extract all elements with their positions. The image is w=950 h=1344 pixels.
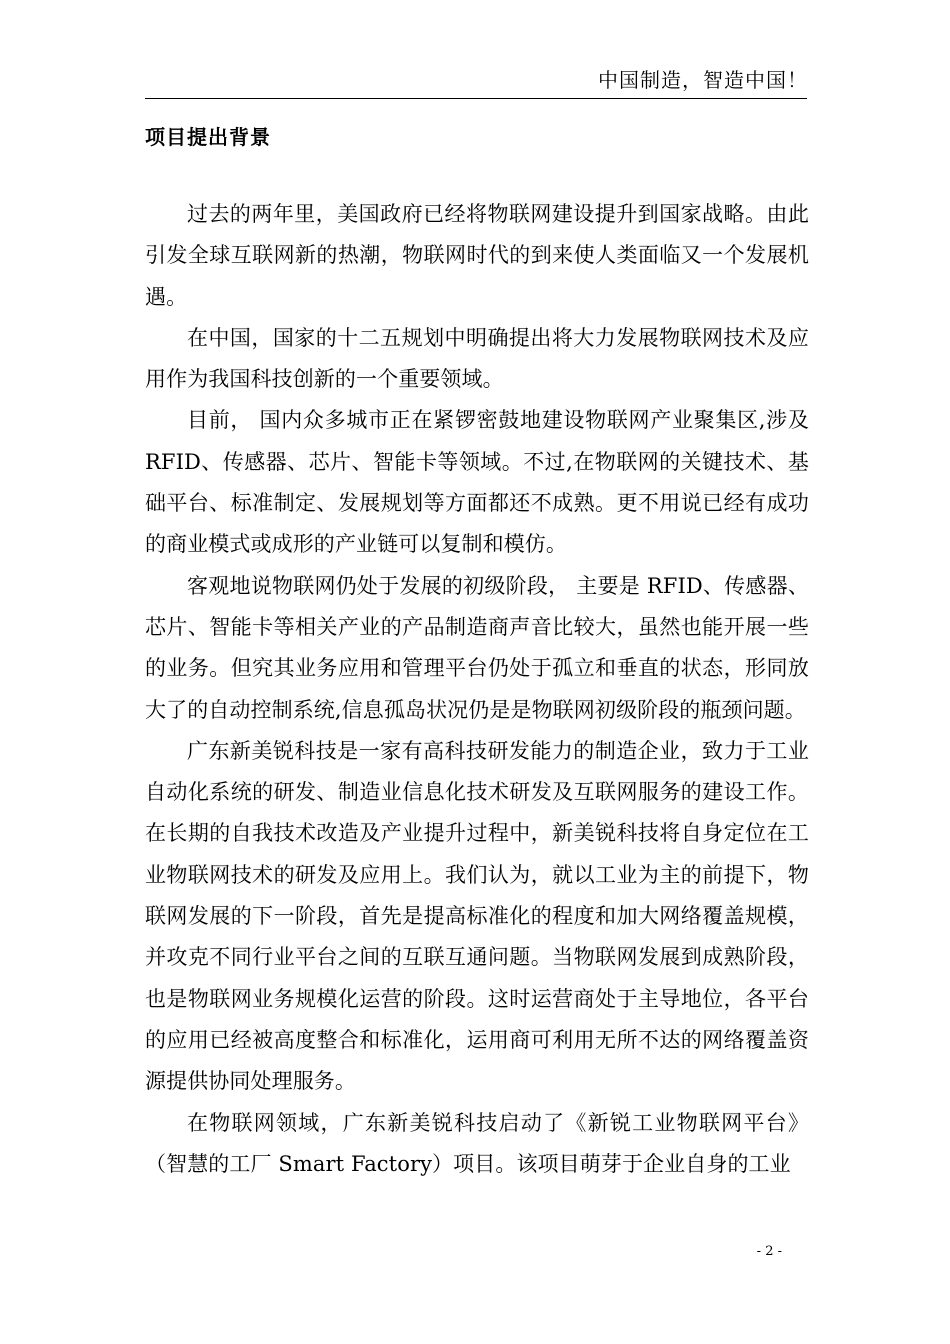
paragraph-5: 广东新美锐科技是一家有高科技研发能力的制造企业，致力于工业自动化系统的研发、制造业信息化技术研发及互联网服务的建设工作。在长期的自我技术改造及产业提升过程中，新美锐科技将自身定位在工业物联网技术的研发及应用上。我们认为，就以工业为主的前提下，物联网发展的下一阶段，首先是提高标准化的程度和加大网络覆盖规模，并攻克不同行业平台之间的互联互通问题。当物联网发展到成熟阶段，也是物联网业务规模化运营的阶段。这时运营商处于主导地位，各平台的应用已经被高度整合和标准化，运用商可利用无所不达的网络覆盖资源提供协同处理服务。 bbox=[145, 738, 809, 1094]
paragraph-1: 过去的两年里，美国政府已经将物联网建设提升到国家战略。由此引发全球互联网新的热潮，物联网时代的到来使人类面临又一个发展机遇。 bbox=[145, 202, 809, 309]
paragraph-4: 客观地说物联网仍处于发展的初级阶段， 主要是 RFID、传感器、芯片、智能卡等相关产业的产品制造商声音比较大，虽然也能开展一些的业务。但究其业务应用和管理平台仍处于孤立和垂直的状态，形同放大了的自动控制系统,信息孤岛状况仍是是物联网初级阶段的瓶颈问题。 bbox=[145, 573, 809, 722]
header-slogan: 中国制造，智造中国！ bbox=[598, 68, 808, 92]
section-title: 项目提出背景 bbox=[145, 125, 271, 149]
page-number: - 2 - bbox=[756, 1244, 782, 1259]
paragraph-6: 在物联网领域，广东新美锐科技启动了《新锐工业物联网平台》（智慧的工厂 Smart Factory）项目。该项目萌芽于企业自身的工业 bbox=[145, 1110, 809, 1176]
body-text bbox=[145, 194, 809, 1185]
paragraph-3: 目前， 国内众多城市正在紧锣密鼓地建设物联网产业聚集区,涉及 RFID、传感器、芯片、智能卡等领域。不过,在物联网的关键技术、基础平台、标准制定、发展规划等方面都还不成熟。更不用说已经有成功的商业模式或成形的产业链可以复制和模仿。 bbox=[145, 408, 809, 557]
header-divider bbox=[145, 98, 807, 99]
paragraph-2: 在中国，国家的十二五规划中明确提出将大力发展物联网技术及应用作为我国科技创新的一个重要领域。 bbox=[145, 325, 809, 392]
